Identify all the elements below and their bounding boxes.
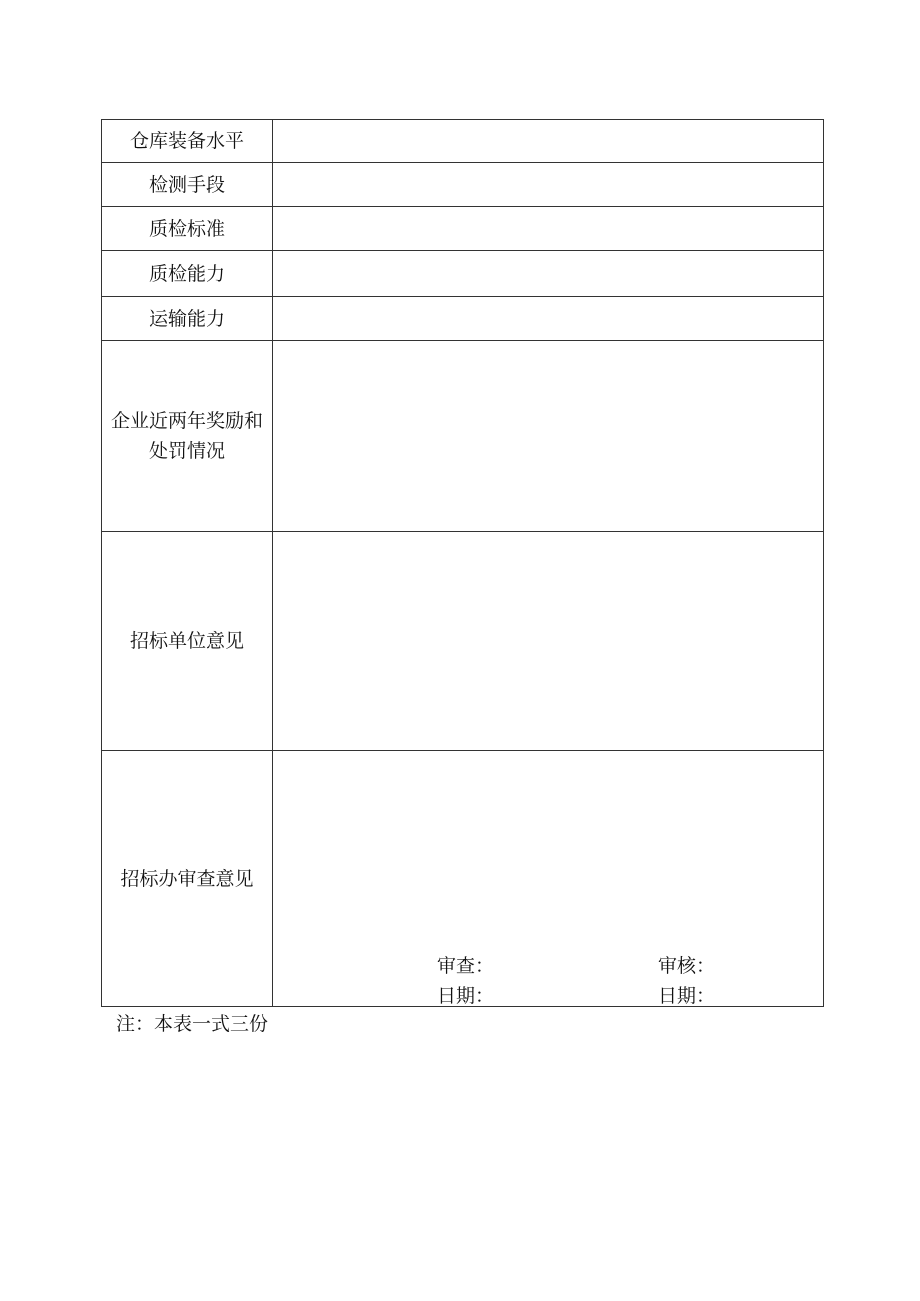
field-qc-standard[interactable] (273, 207, 824, 251)
field-qc-capability[interactable] (273, 251, 824, 297)
label-qc-standard: 质检标准 (102, 207, 273, 251)
row-bidder-opinion (102, 532, 824, 751)
label-detection-means: 检测手段 (102, 163, 273, 207)
review-date-label: 日期： (437, 985, 495, 1007)
row-rewards-penalties (102, 341, 824, 532)
review-label: 审查： (437, 955, 495, 977)
row-warehouse-equipment (102, 120, 824, 163)
field-rewards-penalties[interactable] (273, 341, 824, 532)
row-qc-capability (102, 251, 824, 297)
row-detection-means (102, 163, 824, 207)
label-rewards-penalties: 企业近两年奖励和处罚情况 (102, 341, 273, 532)
label-qc-capability: 质检能力 (102, 251, 273, 297)
field-bidder-opinion[interactable] (273, 532, 824, 751)
audit-date-label: 日期： (658, 985, 716, 1007)
audit-label: 审核： (658, 955, 716, 977)
label-warehouse-equipment: 仓库装备水平 (102, 120, 273, 163)
field-detection-means[interactable] (273, 163, 824, 207)
row-office-review (102, 751, 824, 1007)
field-office-review[interactable] (273, 751, 824, 1007)
field-transport-capability[interactable] (273, 297, 824, 341)
footnote: 注：本表一式三份 (116, 1013, 269, 1035)
label-transport-capability: 运输能力 (102, 297, 273, 341)
field-warehouse-equipment[interactable] (273, 120, 824, 163)
row-transport-capability (102, 297, 824, 341)
label-office-review: 招标办审查意见 (102, 751, 273, 1007)
label-bidder-opinion: 招标单位意见 (102, 532, 273, 751)
row-qc-standard (102, 207, 824, 251)
supplier-info-form (101, 119, 824, 1007)
